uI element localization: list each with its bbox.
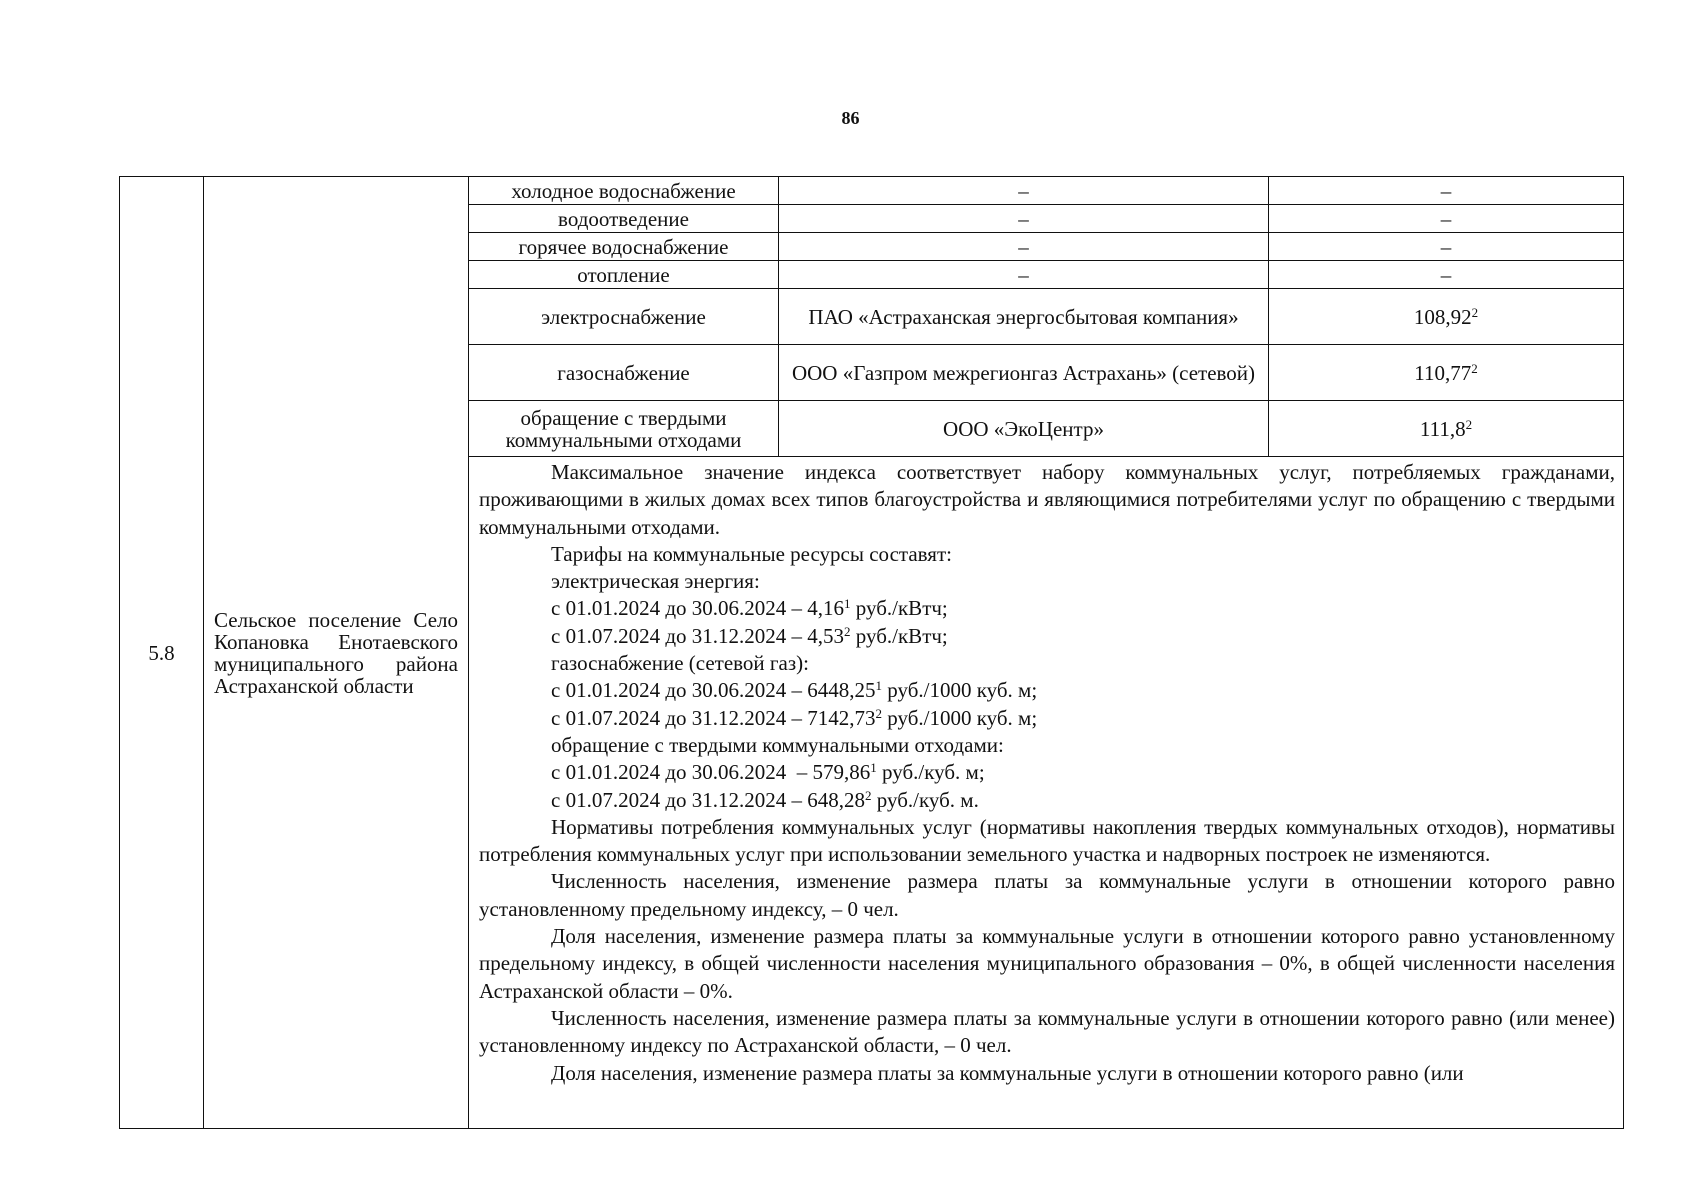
paragraph: Численность населения, изменение размера платы за коммунальные услуги в отношении которого равно (или менее) установленному индексу по Астраханской области, – 0 чел. bbox=[479, 1005, 1615, 1058]
footnote-mark: 1 bbox=[870, 760, 877, 776]
service-name: обращение с твердыми коммунальными отходами bbox=[469, 401, 779, 457]
service-name: газоснабжение bbox=[469, 345, 779, 401]
tariff-line: с 01.07.2024 до 31.12.2024 – 7142,73$^2$ руб./1000 куб. м; bbox=[551, 705, 1038, 730]
tariff-line: с 01.01.2024 до 30.06.2024 – 579,86$^1$ руб./куб. м; bbox=[551, 760, 985, 785]
row-number: 5.8 bbox=[120, 177, 204, 1129]
notes-text bbox=[479, 459, 1615, 1087]
paragraph: Доля населения, изменение размера платы за коммунальные услуги в отношении которого равно установленному предельному индексу, в общей численности населения муниципального образования – 0%, в общей численности населения Астраханской области – 0%. bbox=[479, 924, 1615, 1003]
tariff-line: с 01.01.2024 до 30.06.2024 – 4,16$^1$ руб./кВтч; bbox=[551, 596, 948, 621]
paragraph: обращение с твердыми коммунальными отходами: bbox=[551, 732, 1004, 757]
supplier-name: ООО «ЭкоЦентр» bbox=[779, 401, 1269, 457]
paragraph: электрическая энергия: bbox=[551, 569, 760, 594]
index-value: – bbox=[1269, 233, 1624, 261]
index-value: 108,92$^2$ bbox=[1269, 289, 1624, 345]
supplier-name: ПАО «Астраханская энергосбытовая компания» bbox=[779, 289, 1269, 345]
index-value: 110,77$^2$ bbox=[1269, 345, 1624, 401]
tariff-line: с 01.01.2024 до 30.06.2024 – 6448,25$^1$ руб./1000 куб. м; bbox=[551, 678, 1038, 703]
index-value: – bbox=[1269, 205, 1624, 233]
service-name: отопление bbox=[469, 261, 779, 289]
service-name: электроснабжение bbox=[469, 289, 779, 345]
index-value: – bbox=[1269, 261, 1624, 289]
index-value: – bbox=[1269, 177, 1624, 205]
supplier-name: – bbox=[779, 177, 1269, 205]
footnote-mark: 2 bbox=[1471, 304, 1479, 320]
paragraph: Нормативы потребления коммунальных услуг (нормативы накопления твердых коммунальных отходов), нормативы потребления коммунальных услуг при использовании земельного участка и надворных построек не изменяются. bbox=[479, 814, 1615, 867]
footnote-mark: 2 bbox=[1465, 416, 1473, 432]
footnote-mark: 2 bbox=[865, 787, 872, 803]
footnote-mark: 1 bbox=[844, 596, 851, 612]
supplier-name: ООО «Газпром межрегионгаз Астрахань» (сетевой) bbox=[779, 345, 1269, 401]
paragraph: Численность населения, изменение размера платы за коммунальные услуги в отношении которого равно установленному предельному индексу, – 0 чел. bbox=[479, 869, 1615, 921]
footnote-mark: 2 bbox=[844, 623, 851, 639]
page-number: 86 bbox=[841, 108, 860, 128]
service-name: холодное водоснабжение bbox=[469, 177, 779, 205]
tariff-table-container bbox=[119, 176, 1624, 1129]
tariff-line: с 01.07.2024 до 31.12.2024 – 648,28$^2$ руб./куб. м. bbox=[551, 787, 979, 812]
supplier-name: – bbox=[779, 205, 1269, 233]
footnote-mark: 2 bbox=[1471, 360, 1478, 376]
footnote-mark: 1 bbox=[875, 678, 883, 694]
service-name: горячее водоснабжение bbox=[469, 233, 779, 261]
paragraph: Доля населения, изменение размера платы за коммунальные услуги в отношении которого равно (или bbox=[551, 1060, 1464, 1085]
paragraph: Максимальное значение индекса соответствует набору коммунальных услуг, потребляемых гражданами, проживающими в жилых домах всех типов благоустройства и являющимися потребителями услуг по обращению с твердыми коммунальными отходами. bbox=[479, 460, 1615, 539]
service-name: водоотведение bbox=[469, 205, 779, 233]
tariff-line: с 01.07.2024 до 31.12.2024 – 4,53$^2$ руб./кВтч; bbox=[551, 623, 948, 648]
table-row bbox=[120, 177, 1624, 205]
tariff-table bbox=[119, 176, 1624, 1129]
notes-cell bbox=[469, 457, 1624, 1129]
index-value: 111,8$^2$ bbox=[1269, 401, 1624, 457]
footnote-mark: 2 bbox=[875, 705, 883, 721]
supplier-name: – bbox=[779, 261, 1269, 289]
paragraph: газоснабжение (сетевой газ): bbox=[551, 651, 809, 676]
supplier-name: – bbox=[779, 233, 1269, 261]
municipality-name: Сельское поселение Село Копановка Енотаевского муниципального района Астраханской области bbox=[204, 177, 469, 1129]
paragraph: Тарифы на коммунальные ресурсы составят: bbox=[551, 541, 952, 566]
